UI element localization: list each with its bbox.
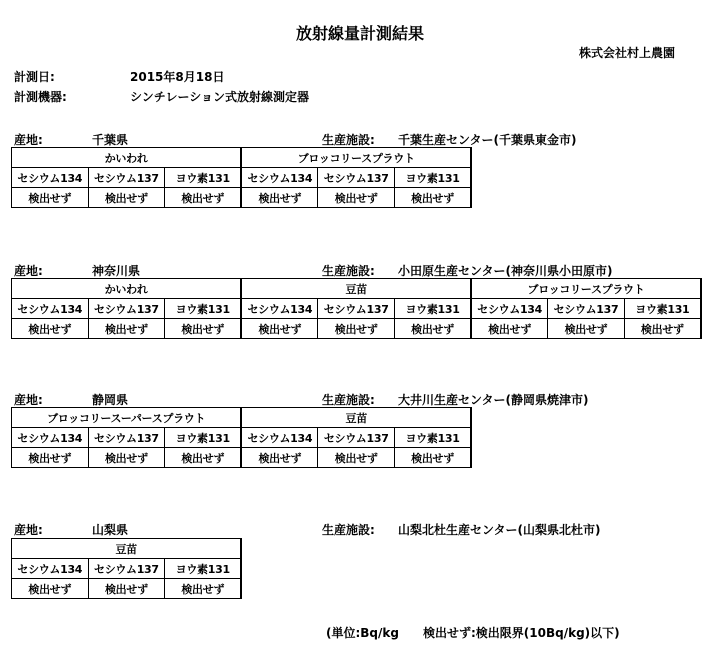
origin-value: 千葉県 <box>92 133 129 147</box>
cs137-header: セシウム137 <box>88 168 165 188</box>
result-cell: 検出せず <box>318 448 395 468</box>
date-value: 2015年8月18日 <box>130 70 225 84</box>
facility-value: 大井川生産センター(静岡県焼津市) <box>398 393 589 407</box>
result-cell: 検出せず <box>12 448 89 468</box>
cs134-header: セシウム134 <box>12 559 89 579</box>
facility-label: 生産施設: <box>322 133 375 147</box>
cs137-header: セシウム137 <box>88 428 165 448</box>
result-cell: 検出せず <box>395 448 472 468</box>
facility-label: 生産施設: <box>322 264 375 278</box>
cs134-header: セシウム134 <box>12 168 89 188</box>
result-cell: 検出せず <box>241 319 318 339</box>
product-header: ブロッコリースーパースプラウト <box>12 408 242 428</box>
origin-value: 静岡県 <box>92 393 129 407</box>
device-value: シンチレーション式放射線測定器 <box>130 90 309 104</box>
i131-header: ヨウ素131 <box>394 168 471 188</box>
cs137-header: セシウム137 <box>548 299 625 319</box>
origin-label: 産地: <box>14 133 43 147</box>
result-cell: 検出せず <box>88 188 165 208</box>
device-label: 計測機器: <box>14 90 67 104</box>
result-cell: 検出せず <box>12 188 89 208</box>
result-cell: 検出せず <box>12 319 89 339</box>
result-cell: 検出せず <box>394 319 471 339</box>
product-header: ブロッコリースプラウト <box>241 148 471 168</box>
origin-label: 産地: <box>14 264 43 278</box>
result-cell: 検出せず <box>88 579 165 599</box>
results-table-kanagawa <box>11 278 702 339</box>
origin-value: 山梨県 <box>92 523 129 537</box>
cs137-header: セシウム137 <box>318 168 395 188</box>
result-cell: 検出せず <box>318 188 395 208</box>
cs134-header: セシウム134 <box>241 168 318 188</box>
result-cell: 検出せず <box>548 319 625 339</box>
results-table-chiba <box>11 147 472 208</box>
i131-header: ヨウ素131 <box>394 299 471 319</box>
result-cell: 検出せず <box>165 319 242 339</box>
facility-label: 生産施設: <box>322 523 375 537</box>
result-cell: 検出せず <box>318 319 395 339</box>
result-cell: 検出せず <box>165 579 242 599</box>
company-name: 株式会社村上農園 <box>578 46 675 60</box>
cs134-header: セシウム134 <box>241 299 318 319</box>
origin-label: 産地: <box>14 523 43 537</box>
facility-value: 小田原生産センター(神奈川県小田原市) <box>398 264 613 278</box>
i131-header: ヨウ素131 <box>165 168 242 188</box>
product-header: かいわれ <box>12 279 242 299</box>
date-label: 計測日: <box>14 70 55 84</box>
detection-limit-note: 検出せず:検出限界(10Bq/kg)以下) <box>422 626 620 640</box>
facility-value: 山梨北杜生産センター(山梨県北杜市) <box>398 523 601 537</box>
footer-note <box>326 624 644 641</box>
i131-header: ヨウ素131 <box>395 428 472 448</box>
i131-header: ヨウ素131 <box>165 559 242 579</box>
result-cell: 検出せず <box>165 448 242 468</box>
facility-value: 千葉生産センター(千葉県東金市) <box>398 133 577 147</box>
cs137-header: セシウム137 <box>88 299 165 319</box>
result-cell: 検出せず <box>12 579 89 599</box>
results-table-yamanashi <box>11 538 242 599</box>
unit-note: (単位:Bq/kg <box>326 626 399 640</box>
result-cell: 検出せず <box>241 188 318 208</box>
cs137-header: セシウム137 <box>318 299 395 319</box>
result-cell: 検出せず <box>165 188 242 208</box>
cs134-header: セシウム134 <box>12 428 89 448</box>
product-header: 豆苗 <box>12 539 242 559</box>
cs134-header: セシウム134 <box>12 299 89 319</box>
origin-label: 産地: <box>14 393 43 407</box>
product-header: かいわれ <box>12 148 242 168</box>
cs134-header: セシウム134 <box>471 299 548 319</box>
page-title: 放射線量計測結果 <box>295 24 424 43</box>
i131-header: ヨウ素131 <box>624 299 701 319</box>
product-header: 豆苗 <box>241 279 471 299</box>
product-header: ブロッコリースプラウト <box>471 279 701 299</box>
result-cell: 検出せず <box>241 448 318 468</box>
result-cell: 検出せず <box>624 319 701 339</box>
i131-header: ヨウ素131 <box>165 299 242 319</box>
result-cell: 検出せず <box>394 188 471 208</box>
origin-value: 神奈川県 <box>92 264 141 278</box>
result-cell: 検出せず <box>471 319 548 339</box>
result-cell: 検出せず <box>88 448 165 468</box>
cs137-header: セシウム137 <box>88 559 165 579</box>
facility-label: 生産施設: <box>322 393 375 407</box>
cs134-header: セシウム134 <box>241 428 318 448</box>
i131-header: ヨウ素131 <box>165 428 242 448</box>
result-cell: 検出せず <box>88 319 165 339</box>
results-table-shizuoka <box>11 407 472 468</box>
cs137-header: セシウム137 <box>318 428 395 448</box>
product-header: 豆苗 <box>241 408 471 428</box>
